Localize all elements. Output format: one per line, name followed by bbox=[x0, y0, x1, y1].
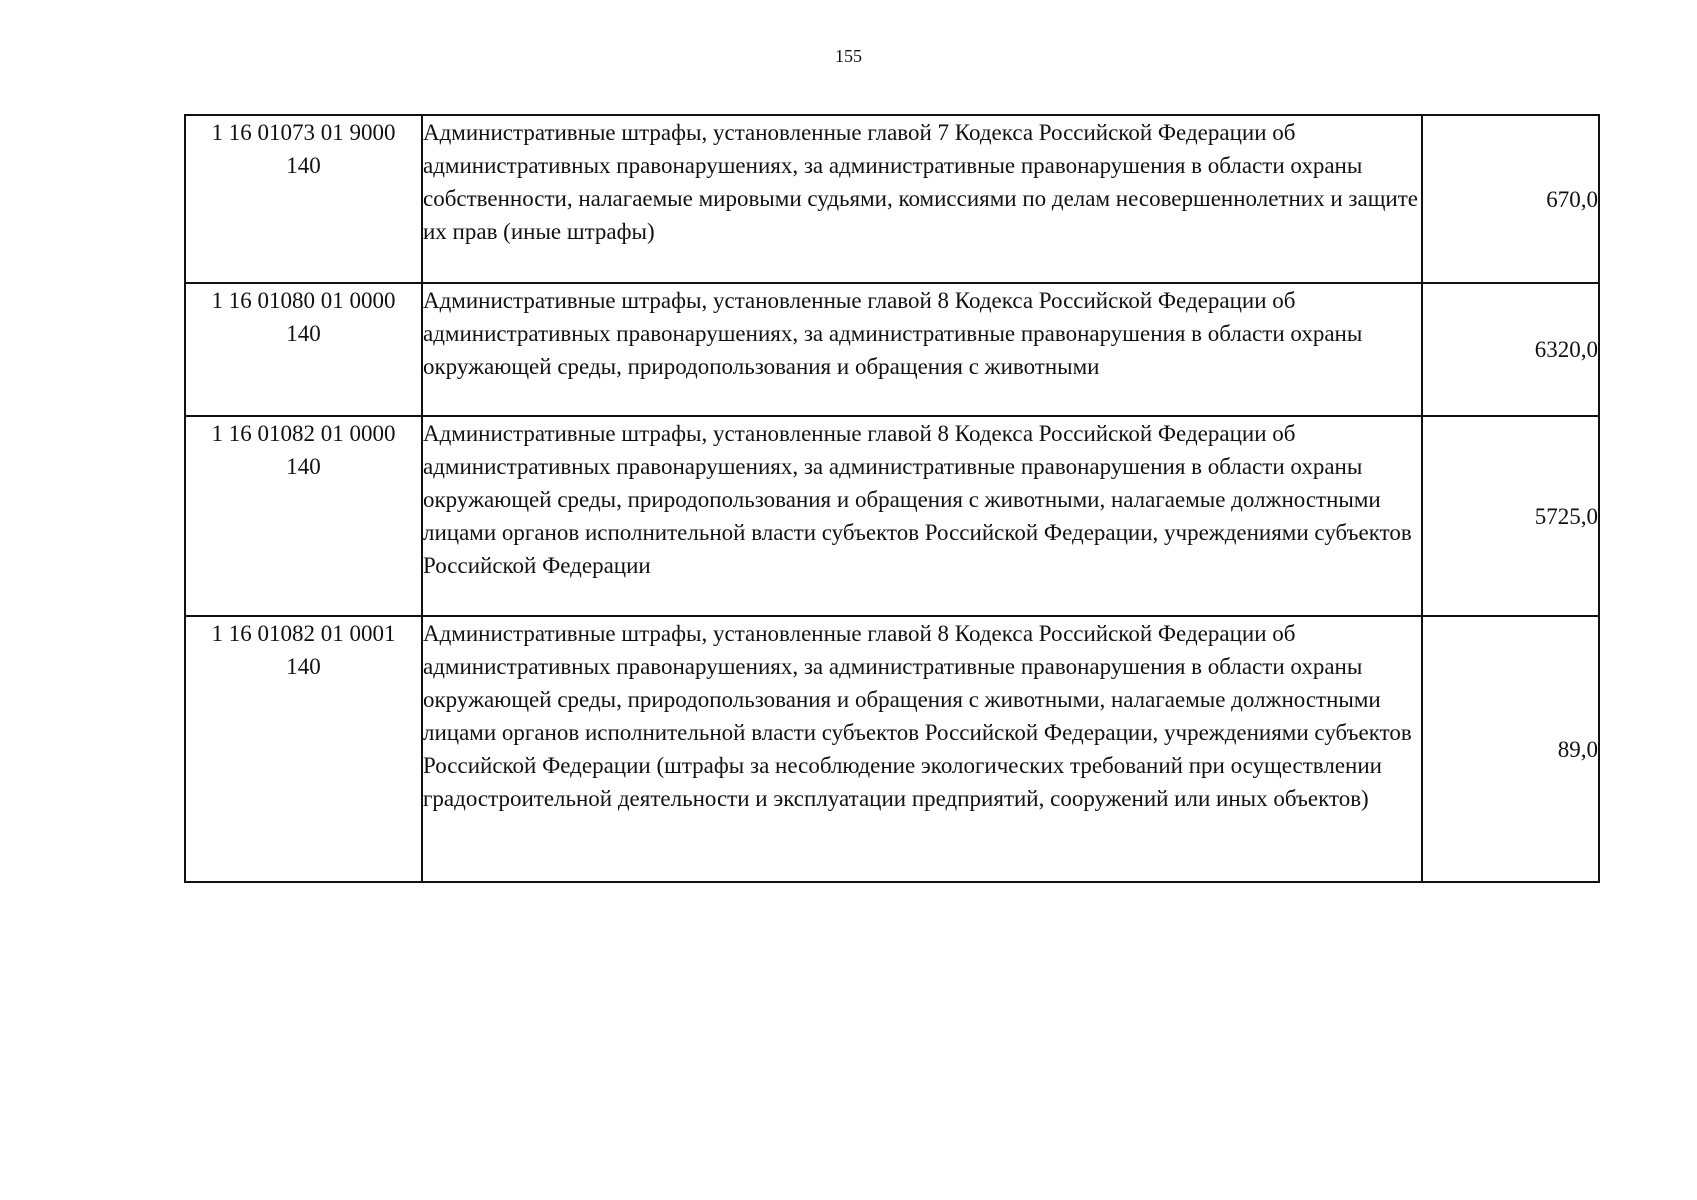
revenue-table bbox=[184, 114, 1600, 883]
budget-code-suffix: 140 bbox=[286, 153, 321, 178]
budget-code: 1 16 01080 01 0000 bbox=[211, 288, 396, 313]
description-cell: Административные штрафы, установленные главой 8 Кодекса Российской Федерации об административных правонарушениях, за административные правонарушения в области охраны окружающей среды, природопользования и обращения с животными, налагаемые должностными лицами органов исполнительной власти субъектов Российской Федерации, учреждениями субъектов Российской Федерации (штрафы за несоблюдение экологических требований при осуществлении градостроительной деятельности и эксплуатации предприятий, сооружений или иных объектов) bbox=[422, 616, 1422, 882]
budget-code-suffix: 140 bbox=[286, 321, 321, 346]
table-row bbox=[185, 616, 1599, 882]
budget-code-suffix: 140 bbox=[286, 454, 321, 479]
budget-code-cell bbox=[185, 283, 422, 416]
amount-cell: 670,0 bbox=[1422, 115, 1599, 283]
budget-code: 1 16 01073 01 9000 bbox=[211, 120, 396, 145]
description-cell: Административные штрафы, установленные главой 8 Кодекса Российской Федерации об административных правонарушениях, за административные правонарушения в области охраны окружающей среды, природопользования и обращения с животными bbox=[422, 283, 1422, 416]
table-row bbox=[185, 416, 1599, 616]
amount-cell: 5725,0 bbox=[1422, 416, 1599, 616]
amount-cell: 6320,0 bbox=[1422, 283, 1599, 416]
table-row bbox=[185, 283, 1599, 416]
description-cell: Административные штрафы, установленные главой 7 Кодекса Российской Федерации об административных правонарушениях, за административные правонарушения в области охраны собственности, налагаемые мировыми судьями, комиссиями по делам несовершеннолетних и защите их прав (иные штрафы) bbox=[422, 115, 1422, 283]
budget-code-cell bbox=[185, 416, 422, 616]
description-cell: Административные штрафы, установленные главой 8 Кодекса Российской Федерации об административных правонарушениях, за административные правонарушения в области охраны окружающей среды, природопользования и обращения с животными, налагаемые должностными лицами органов исполнительной власти субъектов Российской Федерации, учреждениями субъектов Российской Федерации bbox=[422, 416, 1422, 616]
table-row bbox=[185, 115, 1599, 283]
budget-code-cell bbox=[185, 616, 422, 882]
budget-code: 1 16 01082 01 0000 bbox=[211, 421, 396, 446]
budget-code-cell bbox=[185, 115, 422, 283]
budget-code: 1 16 01082 01 0001 bbox=[211, 621, 396, 646]
page-number: 155 bbox=[835, 46, 862, 66]
budget-code-suffix: 140 bbox=[286, 654, 321, 679]
amount-cell: 89,0 bbox=[1422, 616, 1599, 882]
